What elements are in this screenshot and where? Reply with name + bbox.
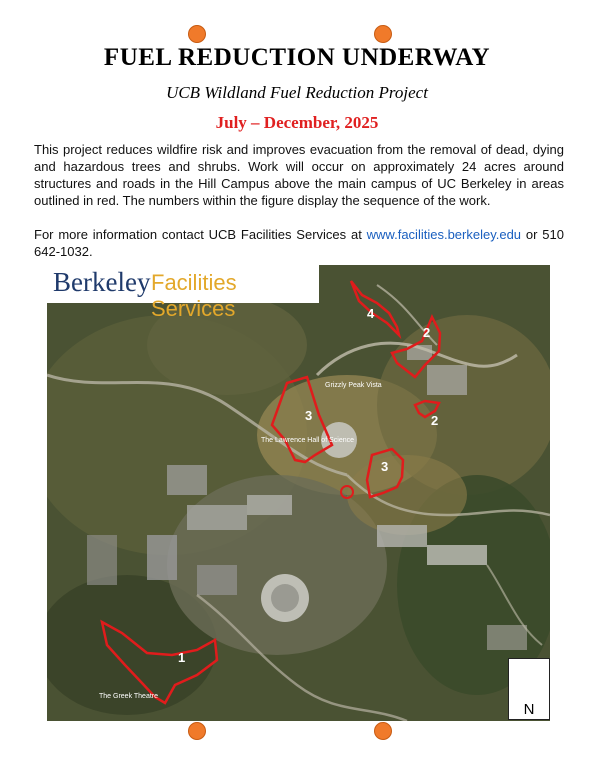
contact-info [34,226,564,260]
place-label-discovery: Grizzly Peak Vista [325,382,382,389]
punch-hole-bottom-right [374,722,392,740]
place-label-greek-theatre: The Greek Theatre [99,693,159,700]
facilities-link[interactable]: www.facilities.berkeley.edu [366,227,522,242]
project-map [47,265,550,721]
zone-label: 2 [431,413,439,428]
contact-phone: 510 642-1032. [34,227,564,259]
berkeley-facilities-logo [47,265,319,321]
place-label-lawrence: The Lawrence Hall of Science [261,437,354,444]
aerial-map [47,265,550,721]
logo-facilities: Facilities Services [151,270,237,321]
logo-berkeley: Berkeley [53,267,151,297]
project-dates: July – December, 2025 [215,113,379,132]
punch-hole-top-right [374,25,392,43]
contact-prefix: For more information contact UCB Facilities Services at [34,227,362,242]
zone-label: 1 [178,650,186,665]
zone-label: 3 [381,459,389,474]
north-label: N [523,701,535,718]
punch-hole-bottom-left [188,722,206,740]
zone-label: 3 [305,408,313,423]
project-subtitle: UCB Wildland Fuel Reduction Project [166,83,428,102]
zone-label: 4 [367,306,375,321]
punch-hole-top-left [188,25,206,43]
north-arrow [508,658,550,720]
page-title: FUEL REDUCTION UNDERWAY [103,44,491,71]
contact-or: or [525,227,538,242]
project-description: This project reduces wildfire risk and improves evacuation from the removal of dead, dying and hazardous trees and shrubs. Work will occur on approximately 24 acres around structures and roads in the Hill Campus above the main campus of UC Berkeley in areas outlined in red. The numbers within the figure display the sequence of the work. [34,142,564,208]
zone-label: 2 [423,325,431,340]
